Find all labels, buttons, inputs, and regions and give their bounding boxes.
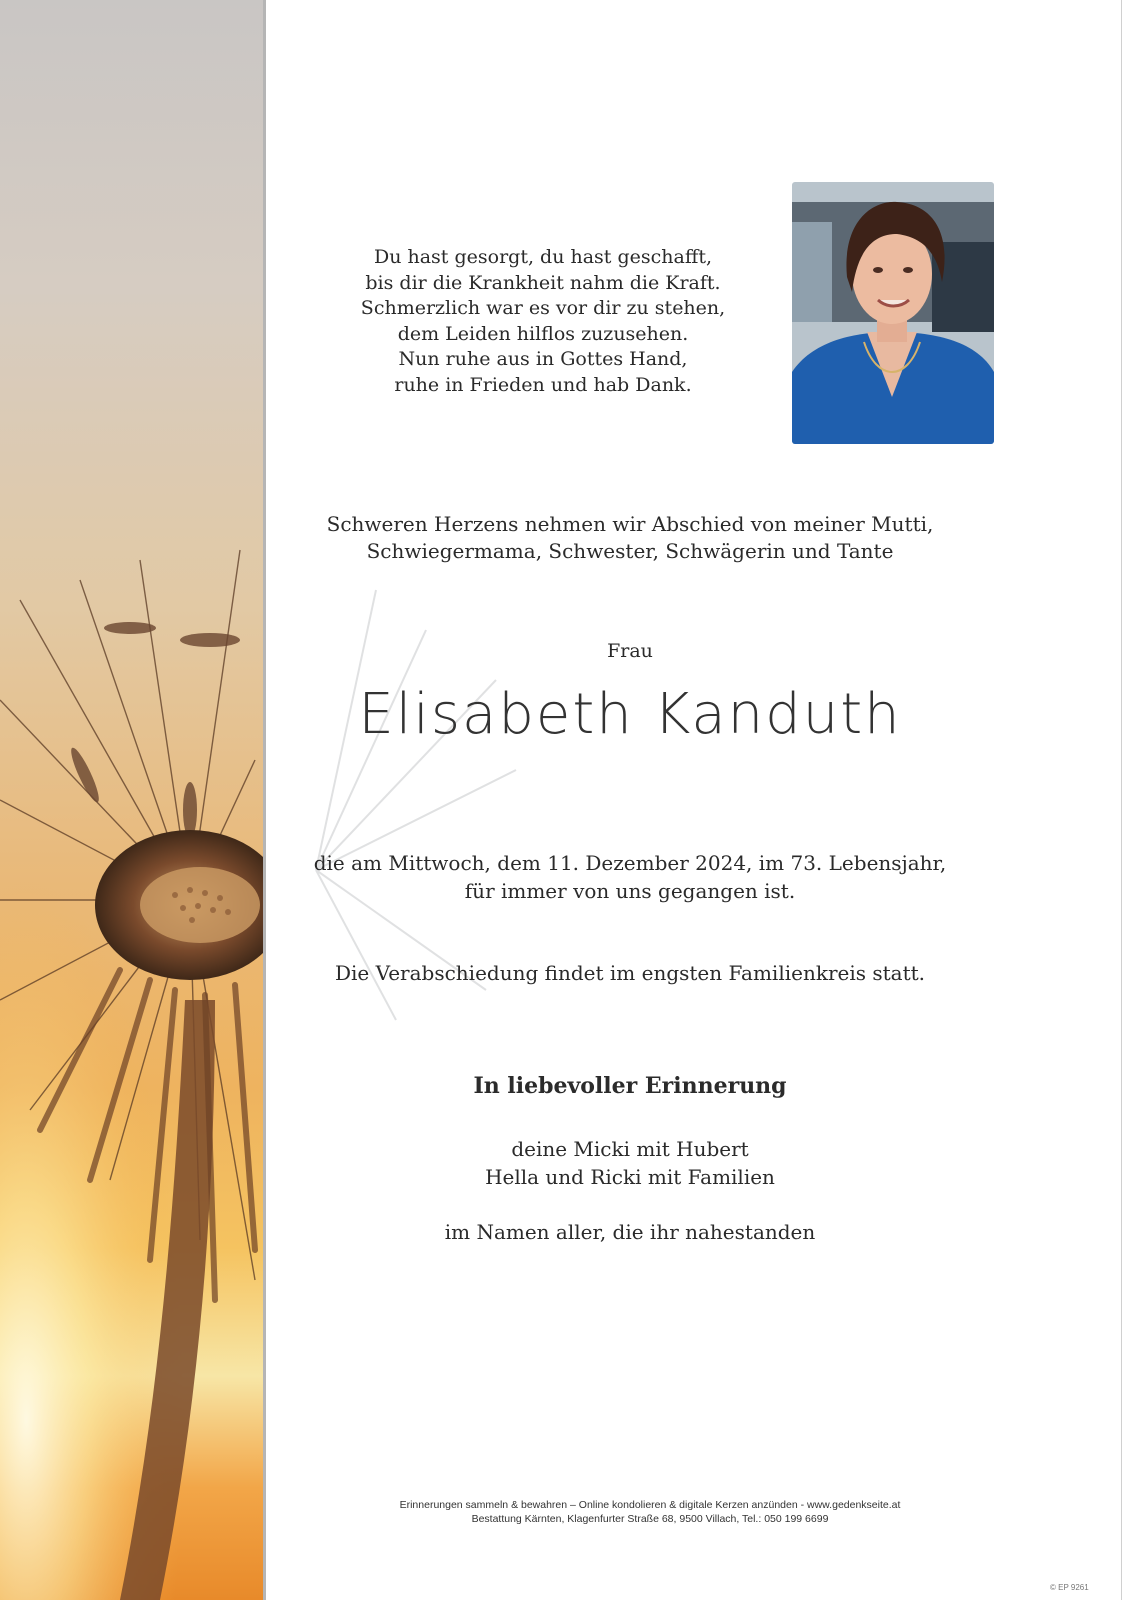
- poem-line: Nun ruhe aus in Gottes Hand,: [398, 348, 688, 370]
- death-info-line: für immer von uns gegangen ist.: [464, 879, 796, 903]
- poem-line: Schmerzlich war es vor dir zu stehen,: [360, 297, 726, 319]
- poem-line: bis dir die Krankheit nahm die Kraft.: [365, 271, 721, 294]
- footer: [330, 1498, 970, 1526]
- death-info: [300, 849, 960, 905]
- memorial-poem: [343, 245, 743, 398]
- farewell-line: Schweren Herzens nehmen wir Abschied von meiner Mutti,: [326, 512, 934, 536]
- family-line: deine Micki mit Hubert: [511, 1137, 749, 1161]
- portrait-illustration: [792, 182, 994, 444]
- page-right-border: [1121, 0, 1122, 1600]
- footer-line: Erinnerungen sammeln & bewahren – Online kondolieren & digitale Kerzen anzünden - www.gedenkseite.at: [399, 1499, 901, 1511]
- salutation: Frau: [607, 640, 653, 662]
- deceased-name: Elisabeth Kanduth: [358, 682, 902, 747]
- poem-line: dem Leiden hilflos zuzusehen.: [397, 322, 689, 345]
- death-info-line: die am Mittwoch, dem 11. Dezember 2024, im 73. Lebensjahr,: [313, 851, 947, 875]
- poem-line: ruhe in Frieden und hab Dank.: [394, 373, 692, 396]
- poem-line: Du hast gesorgt, du hast geschafft,: [373, 246, 713, 268]
- family-signatures: [400, 1135, 860, 1191]
- dandelion-illustration: [0, 0, 263, 1600]
- farewell-line: Schwiegermama, Schwester, Schwägerin und Tante: [366, 539, 894, 563]
- footer-line: Bestattung Kärnten, Klagenfurter Straße 68, 9500 Villach, Tel.: 050 199 6699: [471, 1513, 829, 1525]
- memory-heading: In liebevoller Erinnerung: [473, 1073, 787, 1099]
- print-code: © EP 9261: [1050, 1583, 1089, 1592]
- dandelion-side-panel: [0, 0, 263, 1600]
- family-line: Hella und Ricki mit Familien: [485, 1165, 775, 1189]
- portrait-photo: [792, 182, 994, 444]
- closing-line: im Namen aller, die ihr nahestanden: [444, 1220, 816, 1244]
- ceremony-notice: Die Verabschiedung findet im engsten Familienkreis statt.: [334, 961, 926, 985]
- farewell-statement: [300, 511, 960, 565]
